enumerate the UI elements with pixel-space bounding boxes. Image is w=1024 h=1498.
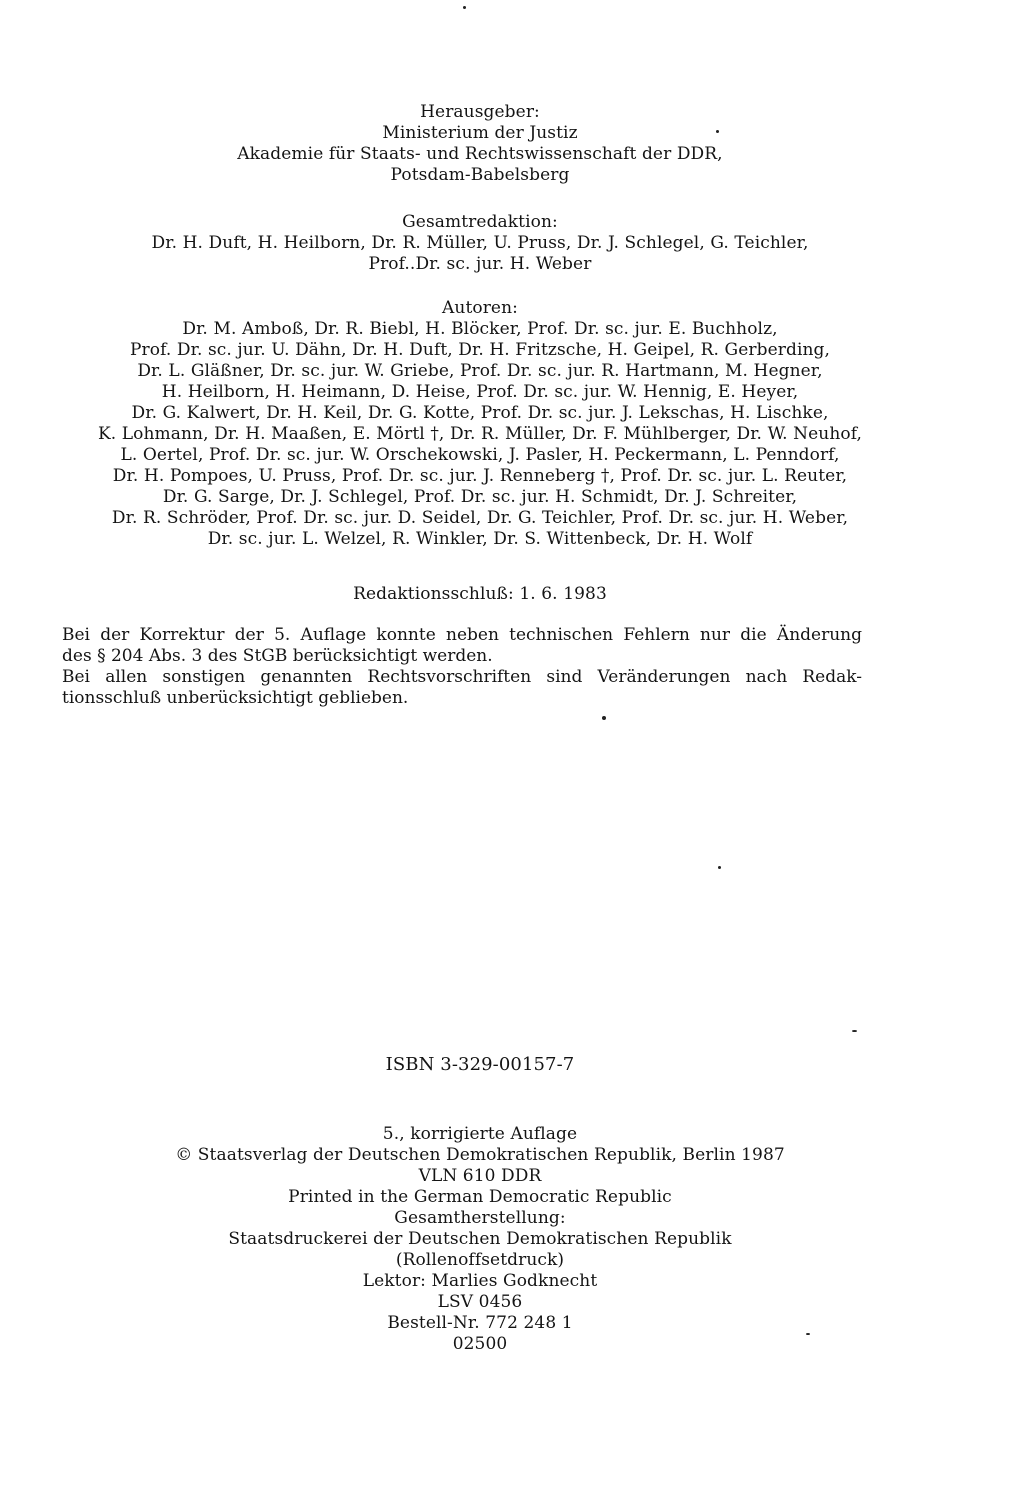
authors-line: K. Lohmann, Dr. H. Maaßen, E. Mörtl †, Dr. R. Müller, Dr. F. Mühlberger, Dr. W. Neuhof, — [97, 424, 863, 444]
authors-section — [40, 298, 920, 550]
authors-line: L. Oertel, Prof. Dr. sc. jur. W. Orschekowski, J. Pasler, H. Peckermann, L. Penndorf, — [120, 445, 840, 465]
imprint-line: VLN 610 DDR — [418, 1166, 542, 1186]
imprint-line: Printed in the German Democratic Republic — [288, 1187, 672, 1207]
note-line: tionsschluß unberücksichtigt geblieben. — [62, 688, 409, 708]
publisher-line: Ministerium der Justiz — [382, 123, 578, 143]
imprint-line: Gesamtherstellung: — [394, 1208, 566, 1228]
editorial-line: Dr. H. Duft, H. Heilborn, Dr. R. Müller, U. Pruss, Dr. J. Schlegel, G. Teichler, — [151, 233, 809, 253]
imprint-line: LSV 0456 — [437, 1292, 523, 1312]
authors-line: Dr. M. Amboß, Dr. R. Biebl, H. Blöcker, Prof. Dr. sc. jur. E. Buchholz, — [182, 319, 778, 339]
authors-heading: Autoren: — [442, 298, 518, 318]
editorial-heading: Gesamtredaktion: — [402, 212, 558, 232]
authors-line: Dr. G. Kalwert, Dr. H. Keil, Dr. G. Kotte, Prof. Dr. sc. jur. J. Lekschas, H. Lischke, — [131, 403, 829, 423]
authors-line: H. Heilborn, H. Heimann, D. Heise, Prof. Dr. sc. jur. W. Hennig, E. Heyer, — [161, 382, 799, 402]
authors-line: Dr. R. Schröder, Prof. Dr. sc. jur. D. Seidel, Dr. G. Teichler, Prof. Dr. sc. jur. H. Weber, — [111, 508, 849, 528]
imprint-section — [40, 1124, 920, 1355]
publisher-heading: Herausgeber: — [420, 102, 540, 122]
authors-line: Prof. Dr. sc. jur. U. Dähn, Dr. H. Duft, Dr. H. Fritzsche, H. Geipel, R. Gerberding, — [129, 340, 831, 360]
scan-speck — [852, 1030, 857, 1032]
imprint-line: Staatsdruckerei der Deutschen Demokratischen Republik — [228, 1229, 732, 1249]
authors-line: Dr. L. Gläßner, Dr. sc. jur. W. Griebe, Prof. Dr. sc. jur. R. Hartmann, M. Hegner, — [137, 361, 823, 381]
imprint-line: (Rollenoffsetdruck) — [395, 1250, 565, 1270]
scan-speck — [602, 716, 606, 720]
note-line: Bei allen sonstigen genannten Rechtsvorschriften sind Veränderungen nach Redak- — [62, 667, 862, 687]
imprint-line: © Staatsverlag der Deutschen Demokratischen Republik, Berlin 1987 — [175, 1145, 785, 1165]
isbn: ISBN 3-329-00157-7 — [385, 1054, 575, 1075]
authors-line: Dr. H. Pompoes, U. Pruss, Prof. Dr. sc. jur. J. Renneberg †, Prof. Dr. sc. jur. L. Reuter, — [112, 466, 848, 486]
publisher-line: Potsdam-Babelsberg — [390, 165, 570, 185]
scan-speck — [463, 6, 466, 9]
publisher-line: Akademie für Staats- und Rechtswissenschaft der DDR, — [237, 144, 723, 164]
correction-note — [62, 625, 862, 709]
editorial-section — [40, 212, 920, 275]
authors-line: Dr. sc. jur. L. Welzel, R. Winkler, Dr. S. Wittenbeck, Dr. H. Wolf — [207, 529, 753, 549]
authors-line: Dr. G. Sarge, Dr. J. Schlegel, Prof. Dr. sc. jur. H. Schmidt, Dr. J. Schreiter, — [162, 487, 798, 507]
publisher-section — [40, 102, 920, 186]
imprint-line: 5., korrigierte Auflage — [382, 1124, 578, 1144]
editorial-deadline: Redaktionsschluß: 1. 6. 1983 — [353, 584, 607, 604]
deadline-section — [40, 584, 920, 605]
note-line: Bei der Korrektur der 5. Auflage konnte neben technischen Fehlern nur die Änderung — [62, 625, 862, 645]
scan-speck — [718, 866, 721, 869]
scan-speck — [806, 1333, 810, 1335]
imprint-line: Bestell-Nr. 772 248 1 — [387, 1313, 573, 1333]
scan-speck — [716, 130, 719, 133]
note-line: des § 204 Abs. 3 des StGB berücksichtigt werden. — [62, 646, 493, 666]
imprint-line: 02500 — [452, 1334, 508, 1354]
editorial-line: Prof..Dr. sc. jur. H. Weber — [368, 254, 592, 274]
imprint-line: Lektor: Marlies Godknecht — [362, 1271, 598, 1291]
isbn-section — [40, 1054, 920, 1075]
